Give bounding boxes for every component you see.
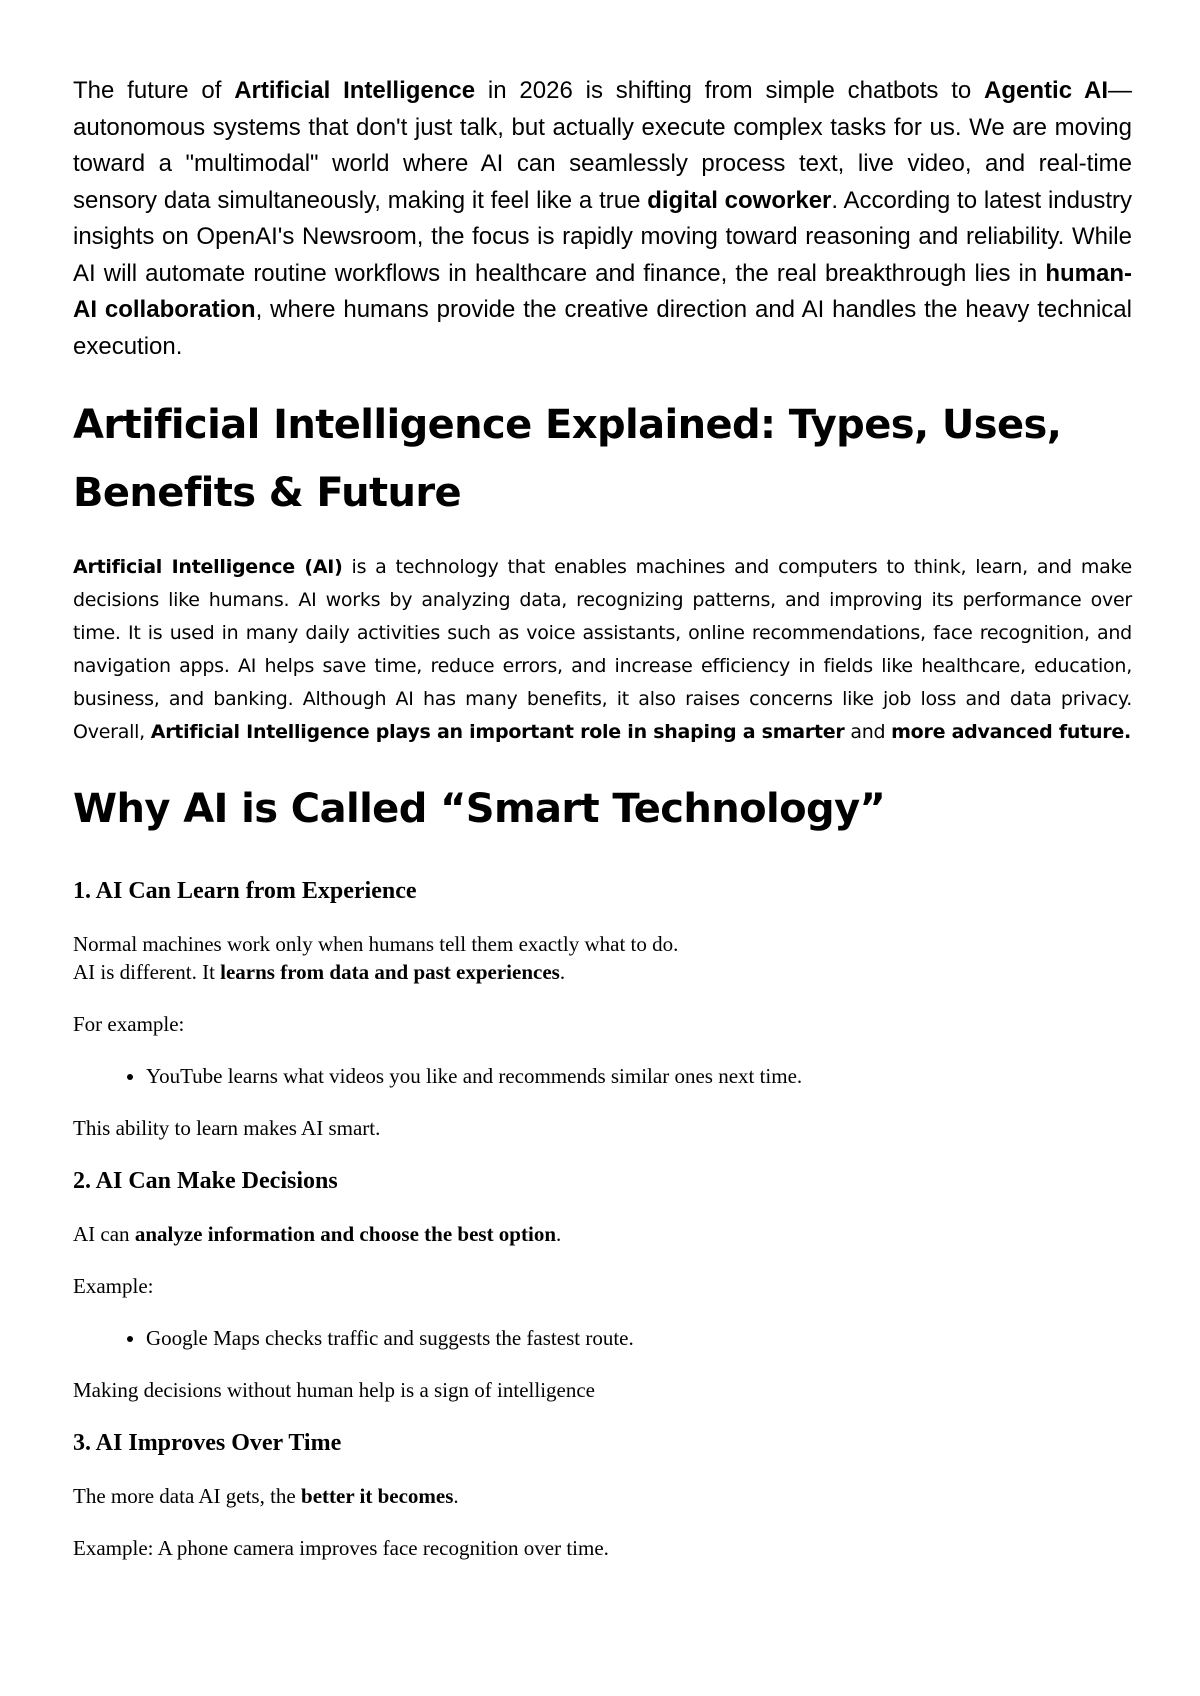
- text: .: [453, 1484, 459, 1508]
- section-1-list: [73, 1062, 1132, 1090]
- text: AI can: [73, 1222, 135, 1246]
- list-item: • Google Maps checks traffic and suggests the fastest route.: [146, 1324, 1132, 1352]
- section-1-closing: This ability to learn makes AI smart.: [73, 1116, 381, 1140]
- section-2-list: [73, 1324, 1132, 1352]
- text: .: [556, 1222, 562, 1246]
- text: AI is different. It: [73, 960, 221, 984]
- intro-text: —autonomous systems that don't just talk, but actually execute complex tasks for us. We are moving toward a "multimodal" world where AI can seamlessly process text, live video, and real-time sensory data simultaneously, making it feel like a true: [73, 77, 1132, 214]
- section-2-paragraph: [73, 1220, 1132, 1248]
- intro-text: . According to latest industry insights on OpenAI's Newsroom, the focus is rapidly moving toward reasoning and reliability. While AI will automate routine workflows in healthcare and finance, the real breakthrough lies in: [73, 186, 1133, 287]
- lead-bold-term: Artificial Intelligence (AI): [73, 556, 343, 578]
- lead-text: and: [844, 721, 892, 743]
- intro-bold-ai: Artificial Intelligence: [234, 77, 476, 104]
- section-2-closing: Making decisions without human help is a sign of intelligence: [73, 1378, 595, 1402]
- section-1-example-label: For example:: [73, 1012, 185, 1036]
- section-1-paragraph: Normal machines work only when humans tell them exactly what to do.: [73, 932, 679, 956]
- section-3-paragraph: [73, 1482, 1132, 1510]
- section-2-heading: 2. AI Can Make Decisions: [73, 1168, 338, 1194]
- text: .: [559, 960, 566, 984]
- text: The more data AI gets, the: [73, 1484, 302, 1508]
- lead-bold-future: more advanced future.: [891, 721, 1131, 743]
- section-1-paragraph-2: [73, 958, 1132, 986]
- intro-paragraph: [73, 73, 1132, 365]
- lead-paragraph: [73, 551, 1132, 749]
- main-heading: Artificial Intelligence Explained: Types, Uses, Benefits & Future: [73, 402, 1062, 516]
- intro-bold-collaboration: human-AI collaboration: [73, 259, 1132, 323]
- section-3-heading: 3. AI Improves Over Time: [73, 1430, 342, 1456]
- intro-text: in 2026 is shifting from simple chatbots to: [475, 77, 985, 104]
- section-2-example-label: Example:: [73, 1274, 154, 1298]
- intro-bold-agentic: Agentic AI: [984, 77, 1108, 104]
- bold-text: better it becomes: [301, 1484, 454, 1508]
- why-heading: Why AI is Called “Smart Technology”: [73, 786, 886, 832]
- bold-text: analyze information and choose the best option: [134, 1222, 556, 1246]
- intro-text: , where humans provide the creative direction and AI handles the heavy technical execution.: [73, 296, 1132, 360]
- bold-text: learns from data and past experiences: [220, 960, 560, 984]
- section-1-heading: 1. AI Can Learn from Experience: [73, 878, 417, 904]
- lead-text: is a technology that enables machines and computers to think, learn, and make decisions like humans. AI works by analyzing data, recognizing patterns, and improving its performance over time. It is used in many daily activities such as voice assistants, online recommendations, face recognition, and navigation apps. AI helps save time, reduce errors, and increase efficiency in fields like healthcare, education, business, and banking. Although AI has many benefits, it also raises concerns like job loss and data privacy. Overall,: [73, 556, 1132, 743]
- list-item: • YouTube learns what videos you like and recommends similar ones next time.: [146, 1062, 1132, 1090]
- intro-bold-coworker: digital coworker: [647, 186, 832, 214]
- intro-text: The future of: [73, 77, 235, 104]
- lead-bold-role: Artificial Intelligence plays an important role in shaping a smarter: [150, 721, 845, 743]
- section-3-example: Example: A phone camera improves face recognition over time.: [73, 1536, 609, 1560]
